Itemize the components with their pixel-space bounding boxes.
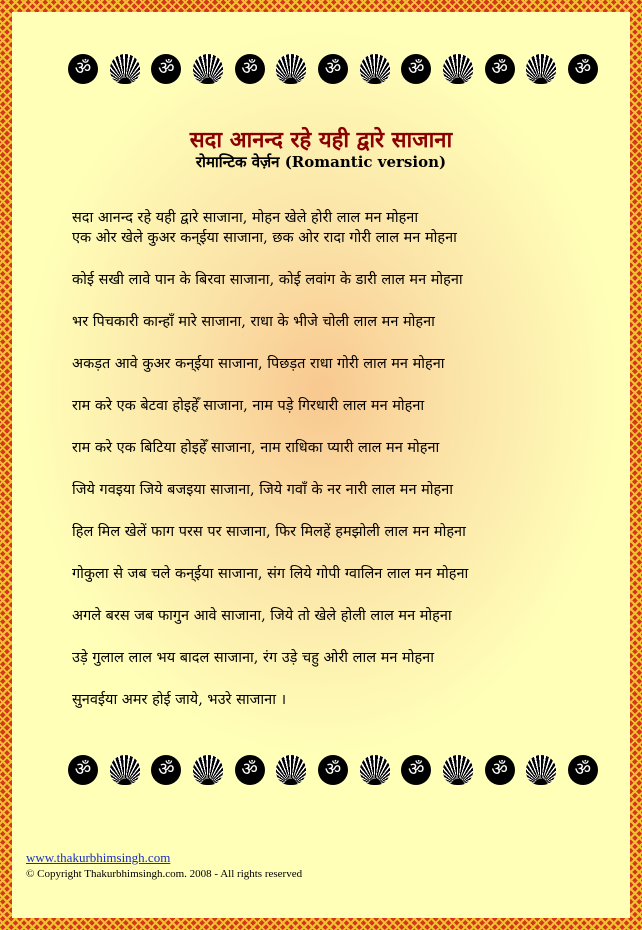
om-icon: ॐ [568, 755, 598, 785]
conch-shell-icon [193, 755, 223, 785]
om-icon: ॐ [485, 54, 515, 84]
om-icon: ॐ [68, 54, 98, 84]
verse-line: सुनवईया अमर होई जाये, भउरे साजाना । [72, 692, 287, 708]
om-icon: ॐ [568, 54, 598, 84]
om-icon: ॐ [318, 755, 348, 785]
content-panel [12, 12, 630, 918]
verse-line: जिये गवइया जिये बजइया साजाना, जिये गवाँ के नर नारी लाल मन मोहना [72, 482, 454, 498]
conch-shell-icon [110, 54, 140, 84]
om-icon: ॐ [318, 54, 348, 84]
verse-line: हिल मिल खेलें फाग परस पर साजाना, फिर मिलहें हमझोली लाल मन मोहना [72, 524, 466, 540]
conch-shell-icon [443, 755, 473, 785]
verse-line: सदा आनन्द रहे यही द्वारे साजाना, मोहन खेले होरी लाल मन मोहना [72, 210, 419, 226]
conch-shell-icon [276, 54, 306, 84]
poem-title: सदा आनन्द रहे यही द्वारे साजाना [189, 127, 453, 153]
conch-shell-icon [110, 755, 140, 785]
conch-shell-icon [526, 54, 556, 84]
om-icon: ॐ [485, 755, 515, 785]
verse-line: उड़े गुलाल लाल भय बादल साजाना, रंग उड़े चहु ओरी लाल मन मोहना [72, 650, 434, 666]
conch-shell-icon [443, 54, 473, 84]
conch-shell-icon [276, 755, 306, 785]
verse-line: अगले बरस जब फागुन आवे साजाना, जिये तो खेले होली लाल मन मोहना [72, 608, 452, 624]
poem-subtitle: रोमान्टिक वेर्ज़न (Romantic version) [195, 153, 447, 171]
verse-line: अकड़त आवे कुअर कन्ईया साजाना, पिछड़त राधा गोरी लाल मन मोहना [72, 356, 445, 372]
verse-line: राम करे एक बिटिया होइहेँ साजाना, नाम राधिका प्यारी लाल मन मोहना [72, 440, 440, 456]
verse-line: एक ओर खेले कुअर कन्ईया साजाना, छक ओर रादा गोरी लाल मन मोहना [72, 230, 457, 246]
verse-line: राम करे एक बेटवा होइहेँ साजाना, नाम पड़े गिरधारी लाल मन मोहना [72, 398, 425, 414]
verse-line: कोई सखी लावे पान के बिरवा साजाना, कोई लवांग के डारी लाल मन मोहना [72, 272, 463, 288]
om-icon: ॐ [151, 54, 181, 84]
conch-shell-icon [360, 54, 390, 84]
om-icon: ॐ [235, 54, 265, 84]
om-icon: ॐ [401, 755, 431, 785]
om-icon: ॐ [235, 755, 265, 785]
conch-shell-icon [360, 755, 390, 785]
om-icon: ॐ [401, 54, 431, 84]
footer [26, 850, 302, 880]
conch-shell-icon [193, 54, 223, 84]
verse-line: गोकुला से जब चले कन्ईया साजाना, संग लिये गोपी ग्वालिन लाल मन मोहना [72, 566, 469, 582]
poem-verses [72, 208, 602, 710]
website-link[interactable]: www.thakurbhimsingh.com [26, 850, 171, 865]
copyright-text: © Copyright Thakurbhimsingh.com. 2008 - All rights reserved [26, 868, 303, 880]
om-icon: ॐ [151, 755, 181, 785]
top-symbol-row [68, 54, 598, 84]
conch-shell-icon [526, 755, 556, 785]
verse-line: भर पिचकारी कान्हाँ मारे साजाना, राधा के भीजे चोली लाल मन मोहना [72, 314, 435, 330]
bottom-symbol-row [68, 755, 598, 785]
om-icon: ॐ [68, 755, 98, 785]
